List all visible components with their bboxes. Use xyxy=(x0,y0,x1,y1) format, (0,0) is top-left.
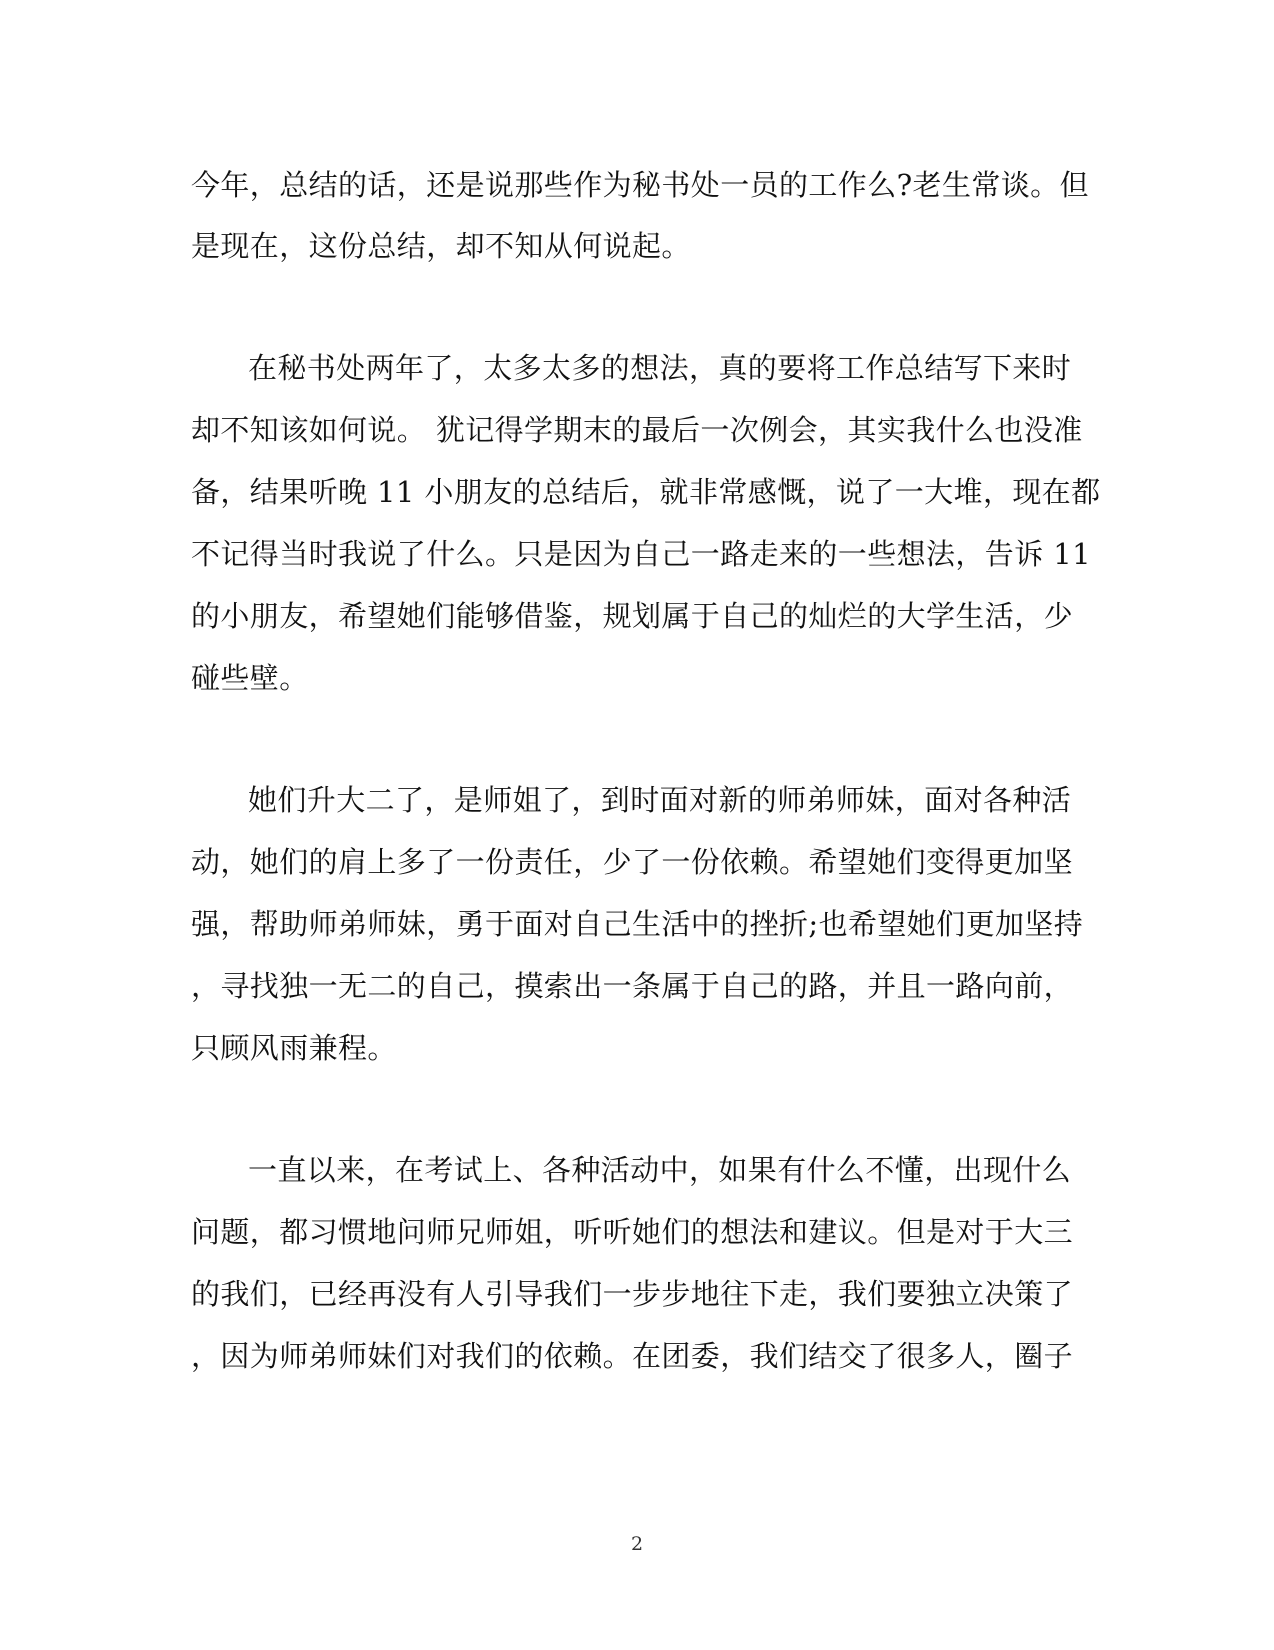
paragraph-3-line-3: 强，帮助师弟师妹，勇于面对自己生活中的挫折;也希望她们更加坚持 xyxy=(191,907,1084,941)
paragraph-4-line-2: 问题，都习惯地问师兄师姐，听听她们的想法和建议。但是对于大三 xyxy=(191,1215,1074,1249)
paragraph-3-line-5: 只顾风雨兼程。 xyxy=(191,1031,397,1065)
paragraph-4-line-1: 一直以来，在考试上、各种活动中，如果有什么不懂，出现什么 xyxy=(248,1153,1072,1187)
paragraph-4-line-3: 的我们，已经再没有人引导我们一步步地往下走，我们要独立决策了 xyxy=(191,1277,1074,1311)
paragraph-2-line-1: 在秘书处两年了，太多太多的想法，真的要将工作总结写下来时 xyxy=(248,351,1072,385)
paragraph-2-line-3: 备，结果听晚 11 小朋友的总结后，就非常感慨，说了一大堆，现在都 xyxy=(191,475,1101,509)
paragraph-2-line-6: 碰些壁。 xyxy=(191,661,309,695)
paragraph-1-line-2: 是现在，这份总结，却不知从何说起。 xyxy=(191,229,691,263)
paragraph-2-line-5: 的小朋友，希望她们能够借鉴，规划属于自己的灿烂的大学生活，少 xyxy=(191,599,1074,633)
paragraph-3-line-2: 动，她们的肩上多了一份责任，少了一份依赖。希望她们变得更加坚 xyxy=(191,845,1074,879)
paragraph-3-line-4: ，寻找独一无二的自己，摸索出一条属于自己的路，并且一路向前， xyxy=(191,969,1074,1003)
paragraph-4-line-4: ，因为师弟师妹们对我们的依赖。在团委，我们结交了很多人，圈子 xyxy=(191,1339,1074,1373)
page-number: 2 xyxy=(630,1533,644,1555)
paragraph-2-line-4: 不记得当时我说了什么。只是因为自己一路走来的一些想法，告诉 11 xyxy=(191,537,1091,571)
paragraph-2-line-2: 却不知该如何说。 犹记得学期末的最后一次例会，其实我什么也没准 xyxy=(191,413,1083,447)
paragraph-1-line-1: 今年，总结的话，还是说那些作为秘书处一员的工作么?老生常谈。但 xyxy=(191,168,1089,202)
paragraph-3-line-1: 她们升大二了，是师姐了，到时面对新的师弟师妹，面对各种活 xyxy=(248,783,1072,817)
